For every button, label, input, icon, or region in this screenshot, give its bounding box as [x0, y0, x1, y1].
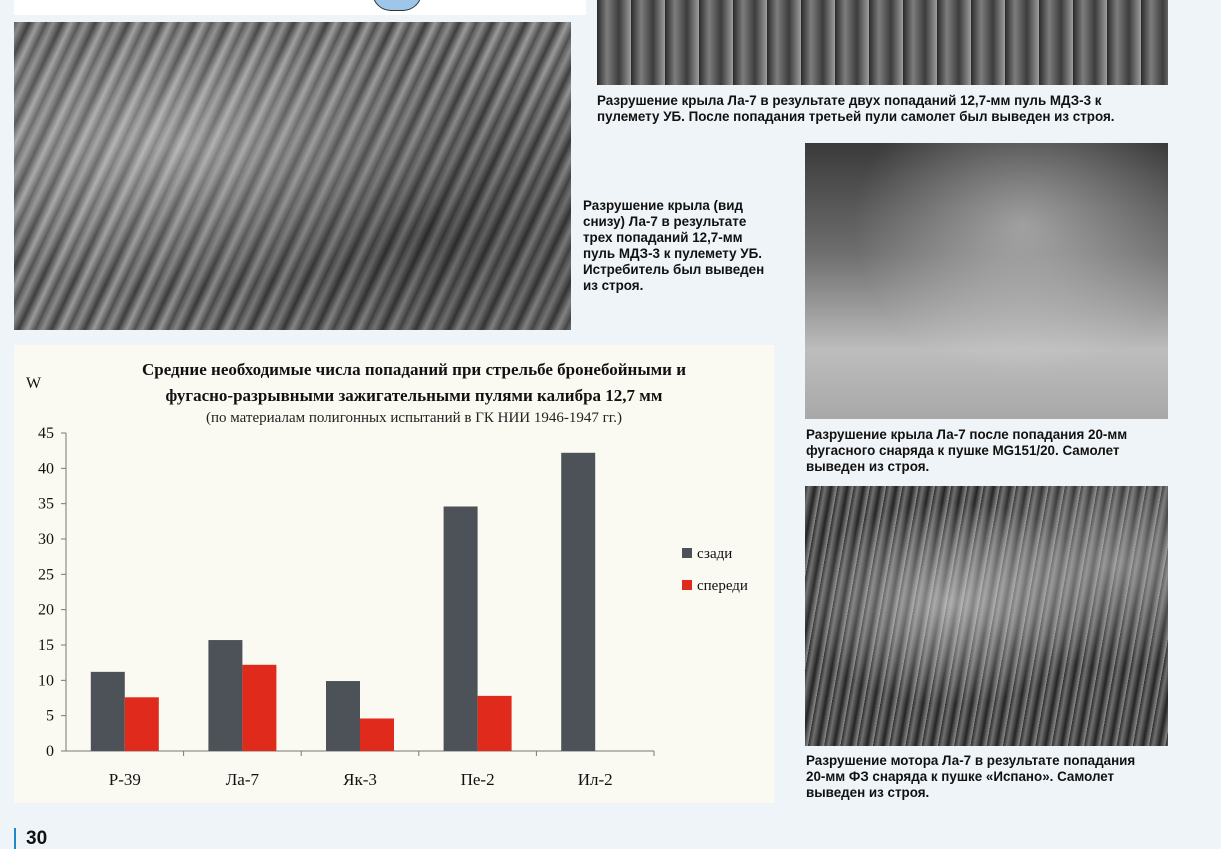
y-tick-label: 20 — [38, 601, 54, 619]
x-tick-label: Р-39 — [108, 770, 141, 789]
y-tick-label: 40 — [38, 460, 54, 478]
legend-swatch-1 — [682, 548, 692, 558]
photo-engine-hispano — [805, 486, 1168, 746]
chart-title-line-1: Средние необходимые числа попаданий при стрельбе бронебойными и — [141, 360, 687, 379]
caption-wing-two-hits: Разрушение крыла Ла-7 в результате двух попаданий 12,7-мм пуль МДЗ-3 к пулемету УБ. После попадания третьей пули самолет был выведен из строя. — [597, 93, 1115, 124]
caption-wing-mg151: Разрушение крыла Ла-7 после попадания 20-мм фугасного снаряда к пушке MG151/20. Самолет выведен из строя. — [806, 427, 1128, 474]
caption-wing-bottom: Разрушение крыла (вид снизу) Ла-7 в результате трех попаданий 12,7-мм пуль МДЗ-3 к пулемету УБ. Истребитель был выведен из строя. — [583, 198, 765, 293]
y-axis-label: W — [26, 375, 42, 392]
bar-rear-4 — [444, 506, 478, 751]
x-tick-label: Як-3 — [343, 770, 377, 789]
bar-rear-5 — [561, 453, 595, 751]
bar-rear-2 — [208, 640, 242, 751]
bar-rear-1 — [91, 672, 125, 751]
bar-front-1 — [125, 697, 159, 751]
x-tick-label: Пе-2 — [460, 770, 495, 789]
x-tick-label: Ла-7 — [225, 770, 260, 789]
y-tick-label: 15 — [38, 637, 54, 654]
chart-plot-area — [14, 345, 774, 803]
y-tick-label: 10 — [38, 672, 54, 690]
legend-swatch-2 — [682, 580, 692, 590]
y-tick-label: 35 — [38, 495, 54, 513]
y-tick-label: 5 — [46, 707, 54, 725]
y-tick-label: 30 — [38, 531, 54, 548]
chart-title-line-2: фугасно-разрывными зажигательными пулями калибра 12,7 мм — [165, 386, 663, 405]
y-tick-label: 25 — [38, 566, 54, 584]
caption-engine-hispano: Разрушение мотора Ла-7 в результате попадания 20-мм ФЗ снаряда к пушке «Испано». Самолет выведен из строя. — [806, 753, 1136, 800]
legend-label-1: сзади — [697, 546, 733, 562]
bar-chart — [14, 345, 774, 803]
bar-front-4 — [478, 696, 512, 751]
chart-subtitle: (по материалам полигонных испытаний в ГК НИИ 1946-1947 гг.) — [206, 410, 622, 426]
x-tick-label: Ил-2 — [577, 770, 613, 789]
y-tick-label: 0 — [46, 743, 54, 760]
bar-front-2 — [242, 665, 276, 751]
page-number: 30 — [14, 828, 47, 849]
photo-wing-bottom — [14, 22, 571, 330]
bar-rear-3 — [326, 681, 360, 751]
bar-front-3 — [360, 718, 394, 751]
legend-label-2: спереди — [697, 578, 748, 594]
y-tick-label: 45 — [38, 425, 54, 442]
photo-wing-mg151 — [805, 143, 1168, 419]
photo-wing-two-hits — [597, 0, 1168, 85]
top-photo-remnant — [14, 0, 586, 15]
